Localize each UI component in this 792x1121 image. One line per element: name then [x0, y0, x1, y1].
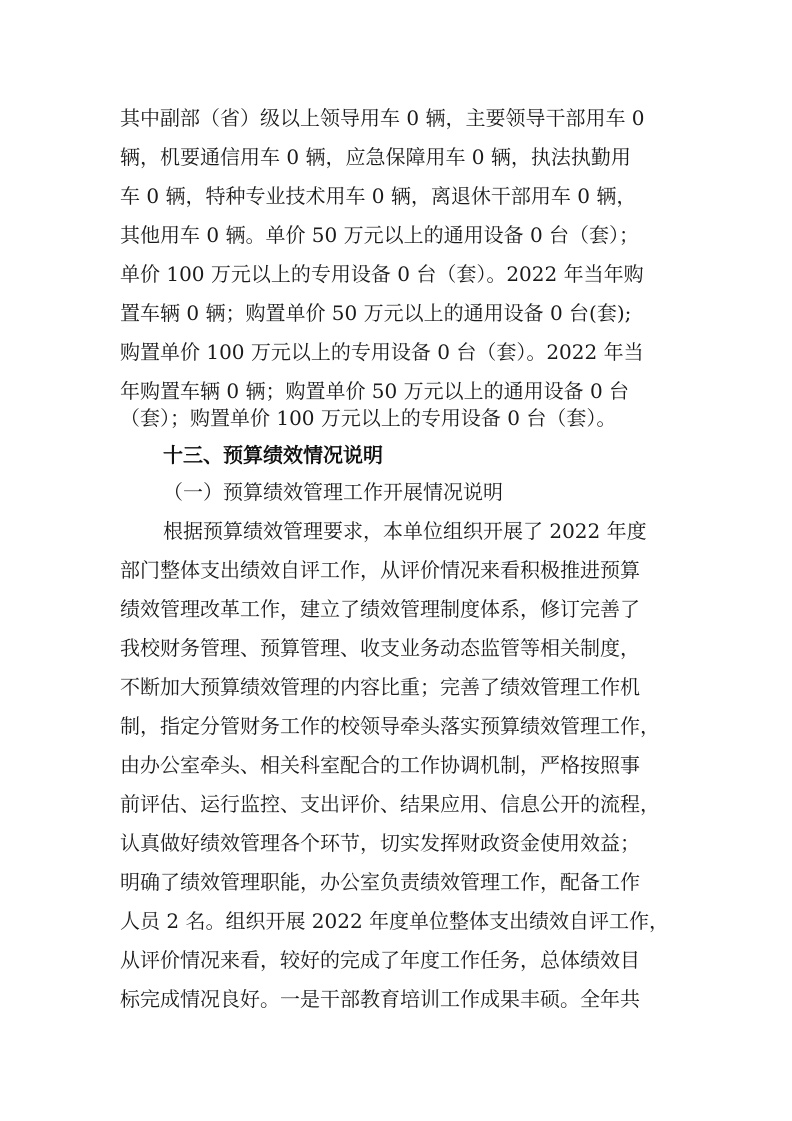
body-line: 不断加大预算绩效管理的内容比重；完善了绩效管理工作机 [120, 675, 640, 699]
body-line: 前评估、运行监控、支出评价、结果应用、信息公开的流程， [120, 792, 660, 816]
body-line: （套）；购置单价 100 万元以上的专用设备 0 台（套）。 [120, 406, 617, 430]
body-line: 认真做好绩效管理各个环节，切实发挥财政资金使用效益； [120, 831, 640, 855]
subsection-heading: （一）预算绩效管理工作开展情况说明 [163, 480, 503, 504]
body-line: 制，指定分管财务工作的校领导牵头落实预算绩效管理工作， [120, 714, 660, 738]
body-line: 其他用车 0 辆。单价 50 万元以上的通用设备 0 台（套）； [120, 223, 640, 247]
body-line: 车 0 辆，特种专业技术用车 0 辆，离退休干部用车 0 辆， [120, 184, 637, 208]
body-line: 由办公室牵头、相关科室配合的工作协调机制，严格按照事 [120, 753, 640, 777]
body-line: 明确了绩效管理职能，办公室负责绩效管理工作，配备工作 [120, 870, 640, 894]
body-line: 单价 100 万元以上的专用设备 0 台（套）。2022 年当年购 [120, 262, 644, 286]
body-line: 人员 2 名。组织开展 2022 年度单位整体支出绩效自评工作， [120, 909, 670, 933]
body-line: 部门整体支出绩效自评工作，从评价情况来看积极推进预算 [120, 558, 640, 582]
body-line: 从评价情况来看，较好的完成了年度工作任务，总体绩效目 [120, 948, 640, 972]
section-heading: 十三、预算绩效情况说明 [163, 443, 383, 467]
body-line: 我校财务管理、预算管理、收支业务动态监管等相关制度， [120, 636, 640, 660]
body-line: 置车辆 0 辆；购置单价 50 万元以上的通用设备 0 台(套); [120, 301, 632, 325]
body-line: 其中副部（省）级以上领导用车 0 辆，主要领导干部用车 0 [120, 106, 645, 130]
body-line: 辆，机要通信用车 0 辆，应急保障用车 0 辆，执法执勤用 [120, 145, 631, 169]
body-line: 标完成情况良好。一是干部教育培训工作成果丰硕。全年共 [120, 987, 640, 1011]
body-line: 购置单价 100 万元以上的专用设备 0 台（套）。2022 年当 [120, 340, 644, 364]
body-line: 年购置车辆 0 辆；购置单价 50 万元以上的通用设备 0 台 [120, 379, 630, 403]
body-line: 绩效管理改革工作，建立了绩效管理制度体系，修订完善了 [120, 597, 640, 621]
body-line: 根据预算绩效管理要求，本单位组织开展了 2022 年度 [163, 519, 647, 543]
